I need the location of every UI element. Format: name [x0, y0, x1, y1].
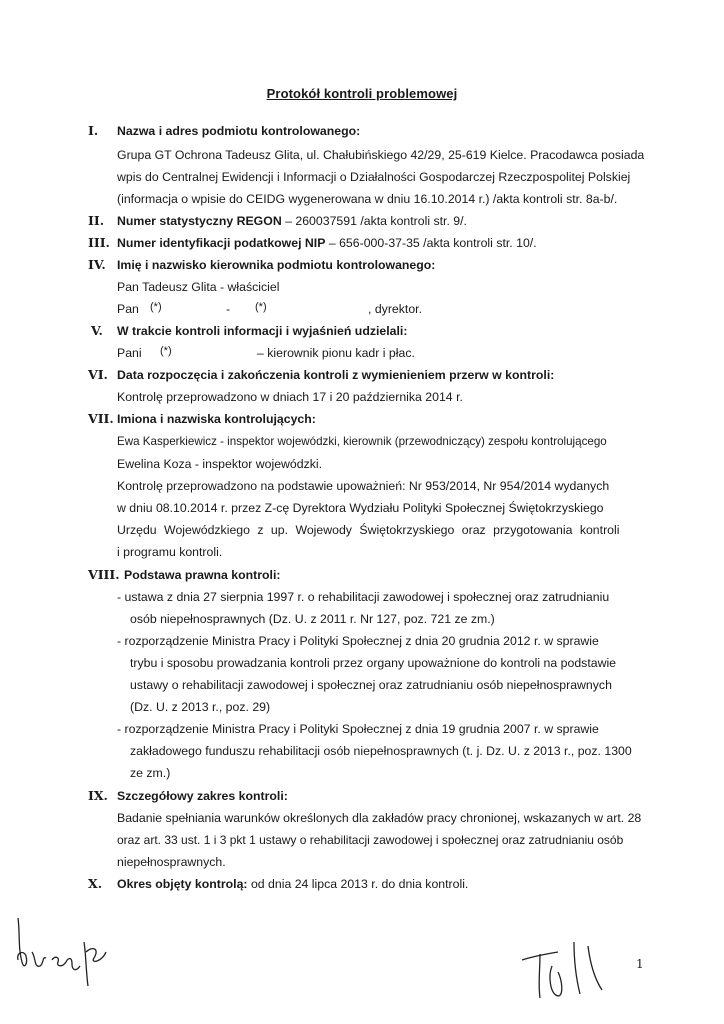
- section-1-line-2: wpis do Centralnej Ewidencji i Informacji o Działalności Gospodarczej Rzeczpospolitej Polskiej: [117, 170, 631, 184]
- section-7-line-1: Ewa Kasperkiewicz - inspektor wojewódzki, kierownik (przewodniczący) zespołu kontrolującego: [117, 435, 607, 448]
- section-8-item-2-line-4: (Dz. U. z 2013 r., poz. 29): [130, 700, 271, 714]
- section-10-heading: Okres objęty kontrolą:: [117, 877, 248, 891]
- page-number: 1: [636, 957, 644, 971]
- section-4-line-1: Pan Tadeusz Glita - właściciel: [117, 280, 280, 294]
- section-3-number: III.: [88, 235, 110, 250]
- section-7-line-4: w dniu 08.10.2014 r. przez Z-cę Dyrektora Wydziału Polityki Społecznej Świętokrzyskiego: [117, 501, 604, 515]
- section-1-line-1: Grupa GT Ochrona Tadeusz Glita, ul. Chałubińskiego 42/29, 25-619 Kielce. Pracodawca posiada: [117, 148, 645, 162]
- section-5-heading: W trakcie kontroli informacji i wyjaśnień udzielali:: [117, 324, 408, 338]
- section-9-line-3: niepełnosprawnych.: [117, 855, 226, 869]
- section-8-item-3-line-2: zakładowego funduszu rehabilitacji osób niepełnosprawnych (t. j. Dz. U. z 2013 r., poz. 1300: [130, 744, 632, 758]
- section-9-line-2: oraz art. 33 ust. 1 i 3 pkt 1 ustawy o rehabilitacji zawodowej i społecznej oraz zatrudnianiu osób: [117, 833, 624, 847]
- section-4-heading: Imię i nazwisko kierownika podmiotu kontrolowanego:: [117, 258, 436, 272]
- handwritten-initials-left: [6, 912, 126, 992]
- section-9-number: IX.: [88, 788, 108, 803]
- section-4-number: IV.: [88, 257, 106, 272]
- section-10-value: od dnia 24 lipca 2013 r. do dnia kontroli.: [247, 877, 469, 891]
- section-8-item-3-line-3: ze zm.): [130, 766, 171, 780]
- section-3-heading: Numer identyfikacji podatkowej NIP: [117, 236, 326, 250]
- section-4-pan: Pan: [117, 302, 139, 316]
- section-8-number: VIII.: [88, 567, 120, 582]
- section-1-heading: Nazwa i adres podmiotu kontrolowanego:: [117, 124, 361, 138]
- section-8-item-2-line-3: ustawy o rehabilitacji zawodowej i społecznej oraz zatrudnianiu osób niepełnosprawnych: [130, 678, 612, 692]
- section-5-pani: Pani: [117, 346, 142, 360]
- section-7-line-3: Kontrolę przeprowadzono na podstawie upoważnień: Nr 953/2014, Nr 954/2014 wydanych: [117, 479, 610, 493]
- section-4-redaction-2: (*): [255, 301, 267, 313]
- section-9-heading: Szczegółowy zakres kontroli:: [117, 789, 288, 803]
- section-6-line-1: Kontrolę przeprowadzono w dniach 17 i 20 października 2014 r.: [117, 390, 463, 404]
- section-10-line: [117, 876, 468, 892]
- section-8-item-3-line-1: - rozporządzenie Ministra Pracy i Polityki Społecznej z dnia 19 grudnia 2007 r. w sprawie: [117, 722, 599, 736]
- section-1-line-3: (informacja o wpisie do CEIDG wygenerowana w dniu 16.10.2014 r.) /akta kontroli str. 8a-b/.: [117, 192, 618, 206]
- section-4-dash: -: [226, 302, 231, 316]
- document-title: Protokół kontroli problemowej: [266, 86, 458, 101]
- section-3-value: – 656-000-37-35 /akta kontroli str. 10/.: [325, 236, 537, 250]
- section-8-heading: Podstawa prawna kontroli:: [124, 568, 281, 582]
- section-6-number: VI.: [88, 367, 108, 382]
- handwritten-signature-right: [518, 936, 618, 1006]
- section-8-item-1-line-2: osób niepełnosprawnych (Dz. U. z 2011 r. Nr 127, poz. 721 ze zm.): [130, 612, 495, 626]
- section-4-role: , dyrektor.: [368, 302, 422, 316]
- section-6-heading: Data rozpoczęcia i zakończenia kontroli z wymienieniem przerw w kontroli:: [117, 368, 555, 382]
- section-5-number: V.: [91, 323, 103, 338]
- section-2-heading: Numer statystyczny REGON: [117, 214, 282, 228]
- section-8-item-2-line-1: - rozporządzenie Ministra Pracy i Polityki Społecznej z dnia 20 grudnia 2012 r. w sprawie: [117, 634, 599, 648]
- section-4-redaction-1: (*): [150, 301, 162, 313]
- section-5-redaction: (*): [160, 345, 172, 357]
- section-2-number: II.: [88, 213, 105, 228]
- section-2-line: [117, 213, 467, 229]
- section-7-line-2: Ewelina Koza - inspektor wojewódzki.: [117, 457, 323, 471]
- section-3-line: [117, 235, 537, 251]
- section-5-role: – kierownik pionu kadr i płac.: [257, 346, 415, 360]
- section-2-value: – 260037591 /akta kontroli str. 9/.: [281, 214, 467, 228]
- section-1-number: I.: [88, 123, 99, 138]
- section-10-number: X.: [88, 876, 103, 891]
- section-8-item-1-line-1: - ustawa z dnia 27 sierpnia 1997 r. o rehabilitacji zawodowej i społecznej oraz zatrudnianiu: [117, 590, 610, 604]
- section-7-line-5: Urzędu Wojewódzkiego z up. Wojewody Świętokrzyskiego oraz przygotowania kontroli: [117, 523, 620, 537]
- section-8-item-2-line-2: trybu i sposobu prowadzania kontroli przez organy upoważnione do kontroli na podstawie: [130, 656, 617, 670]
- section-7-line-6: i programu kontroli.: [117, 545, 223, 559]
- section-7-number: VII.: [88, 411, 114, 426]
- section-7-heading: Imiona i nazwiska kontrolujących:: [117, 412, 316, 426]
- section-9-line-1: Badanie spełniania warunków określonych dla zakładów pracy chronionej, wskazanych w art. 28: [117, 811, 642, 825]
